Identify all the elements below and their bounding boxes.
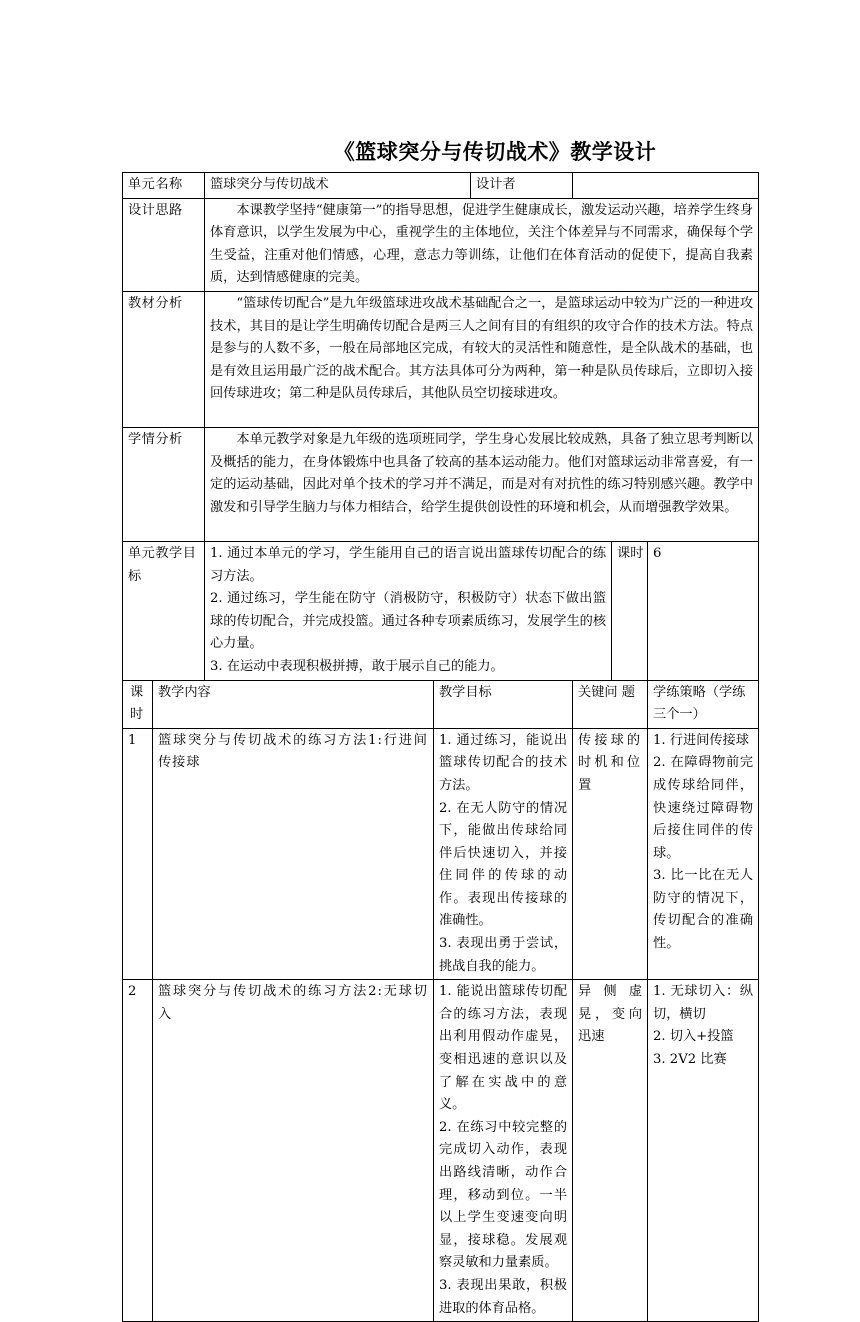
student-analysis-row — [123, 427, 759, 541]
strategy-item: 2. 在障碍物前完成传球给同伴，快速绕过障碍物后接住同伴的传球。 — [653, 755, 754, 861]
strategy-item: 3. 比一比在无人防守的情况下，传切配合的准确性。 — [653, 868, 754, 952]
unit-goals-label: 单元教学目标 — [123, 541, 205, 680]
lesson-period: 1 — [123, 728, 153, 980]
header-content-label: 教学内容 — [158, 684, 211, 700]
unit-name-label: 单元名称 — [123, 173, 205, 199]
objective-item: 3. 表现出果敢，积极进取的体育品格。 — [439, 1277, 568, 1316]
hours-value: 6 — [648, 541, 759, 680]
student-analysis-label: 学情分析 — [123, 427, 205, 541]
unit-goal-item: 3. 在运动中表现积极拼搏，敢于展示自己的能力。 — [210, 658, 504, 674]
design-idea-label: 设计思路 — [123, 198, 205, 291]
lesson-key-issue: 传接球的时机和位置 — [573, 728, 648, 980]
objective-item: 3. 表现出勇于尝试，挑战自我的能力。 — [439, 936, 568, 974]
unit-goals-row — [123, 541, 759, 680]
unit-goal-item: 2. 通过练习，学生能在防守（消极防守，积极防守）状态下做出篮球的传切配合，并完成投篮。通过各种专项素质练习，发展学生的核心力量。 — [210, 591, 607, 652]
hours-label: 课时 — [612, 541, 648, 680]
material-analysis-row — [123, 291, 759, 427]
objective-item: 2. 在无人防守的情况下，能做出传球给同伴后快速切入，并接住同伴的传球的动作。表现出传接球的准确性。 — [439, 800, 568, 929]
objective-item: 1. 通过练习，能说出篮球传切配合的技术方法。 — [439, 732, 568, 793]
unit-goals-list — [205, 541, 612, 680]
strategy-item: 1. 无球切入：纵切，横切 — [653, 984, 754, 1022]
lesson-row — [123, 728, 759, 980]
header-period: 课时 — [123, 680, 153, 728]
lesson-strategy — [648, 980, 759, 1322]
strategy-item: 2. 切入+投篮 — [653, 1029, 734, 1045]
lesson-content: 篮球突分与传切战术的练习方法1:行进间传接球 — [153, 728, 434, 980]
student-analysis-text: 本单元教学对象是九年级的选项班同学，学生身心发展比较成熟，具备了独立思考判断以及概括的能力，在身体锻炼中也具备了较高的基本运动能力。他们对篮球运动非常喜爱，有一定的运动基础，因此对单个技术的学习并不满足，而是对有对抗性的练习特别感兴趣。教学中激发和引导学生脑力与体力相结合，给学生提供创设性的环境和机会，从而增强教学效果。 — [205, 427, 759, 541]
lesson-objectives — [434, 980, 573, 1322]
lesson-objectives — [434, 728, 573, 980]
lesson-header-row — [123, 680, 759, 728]
header-key-issue: 关键问 题 — [573, 680, 648, 728]
strategy-item: 1. 行进间传接球 — [653, 732, 749, 748]
lesson-period: 2 — [123, 980, 153, 1322]
header-content — [153, 680, 434, 728]
lesson-content: 篮球突分与传切战术的练习方法2:无球切入 — [153, 980, 434, 1322]
objective-item: 1. 能说出篮球传切配合的练习方法，表现出利用假动作虚晃，变相迅速的意识以及了解在实战中的意义。 — [439, 984, 568, 1113]
lesson-key-issue: 异侧虚晃，变向迅速 — [573, 980, 648, 1322]
header-strategy: 学练策略（学练三个一） — [648, 680, 759, 728]
designer-value — [573, 173, 759, 199]
document-title: 《篮球突分与传切战术》教学设计 — [333, 140, 657, 164]
lesson-design-table — [122, 172, 759, 1322]
lesson-strategy — [648, 728, 759, 980]
lesson-row — [123, 980, 759, 1322]
designer-label: 设计者 — [471, 173, 573, 199]
design-idea-text: 本课教学坚持“健康第一”的指导思想，促进学生健康成长，激发运动兴趣，培养学生终身体育意识，以学生发展为中心，重视学生的主体地位，关注个体差异与不同需求，确保每个学生受益，注重对他们情感，心理，意志力等训练，让他们在体育活动的促使下，提高自我素质，达到情感健康的完美。 — [205, 198, 759, 291]
material-analysis-label: 教材分析 — [123, 291, 205, 427]
design-idea-row — [123, 198, 759, 291]
objective-item: 2. 在练习中较完整的完成切入动作，表现出路线清晰，动作合理，移动到位。一半以上学生变速变向明显，接球稳。发展观察灵敏和力量素质。 — [439, 1119, 568, 1271]
header-objectives: 教学目标 — [434, 680, 573, 728]
unit-name-value: 篮球突分与传切战术 — [205, 173, 471, 199]
strategy-item: 3. 2V2 比赛 — [653, 1052, 727, 1068]
unit-name-row — [123, 173, 759, 199]
material-analysis-text: “篮球传切配合”是九年级篮球进攻战术基础配合之一，是篮球运动中较为广泛的一种进攻技术，其目的是让学生明确传切配合是两三人之间有目的有组织的攻守合作的技术方法。特点是参与的人数不多，一般在局部地区完成，有较大的灵活性和随意性，是全队战术的基础，也是有效且运用最广泛的战术配合。其方法具体可分为两种，第一种是队员传球后，立即切入接回传球进攻；第二种是队员传球后，其他队员空切接球进攻。 — [205, 291, 759, 427]
unit-goal-item: 1. 通过本单元的学习，学生能用自己的语言说出篮球传切配合的练习方法。 — [210, 545, 607, 584]
